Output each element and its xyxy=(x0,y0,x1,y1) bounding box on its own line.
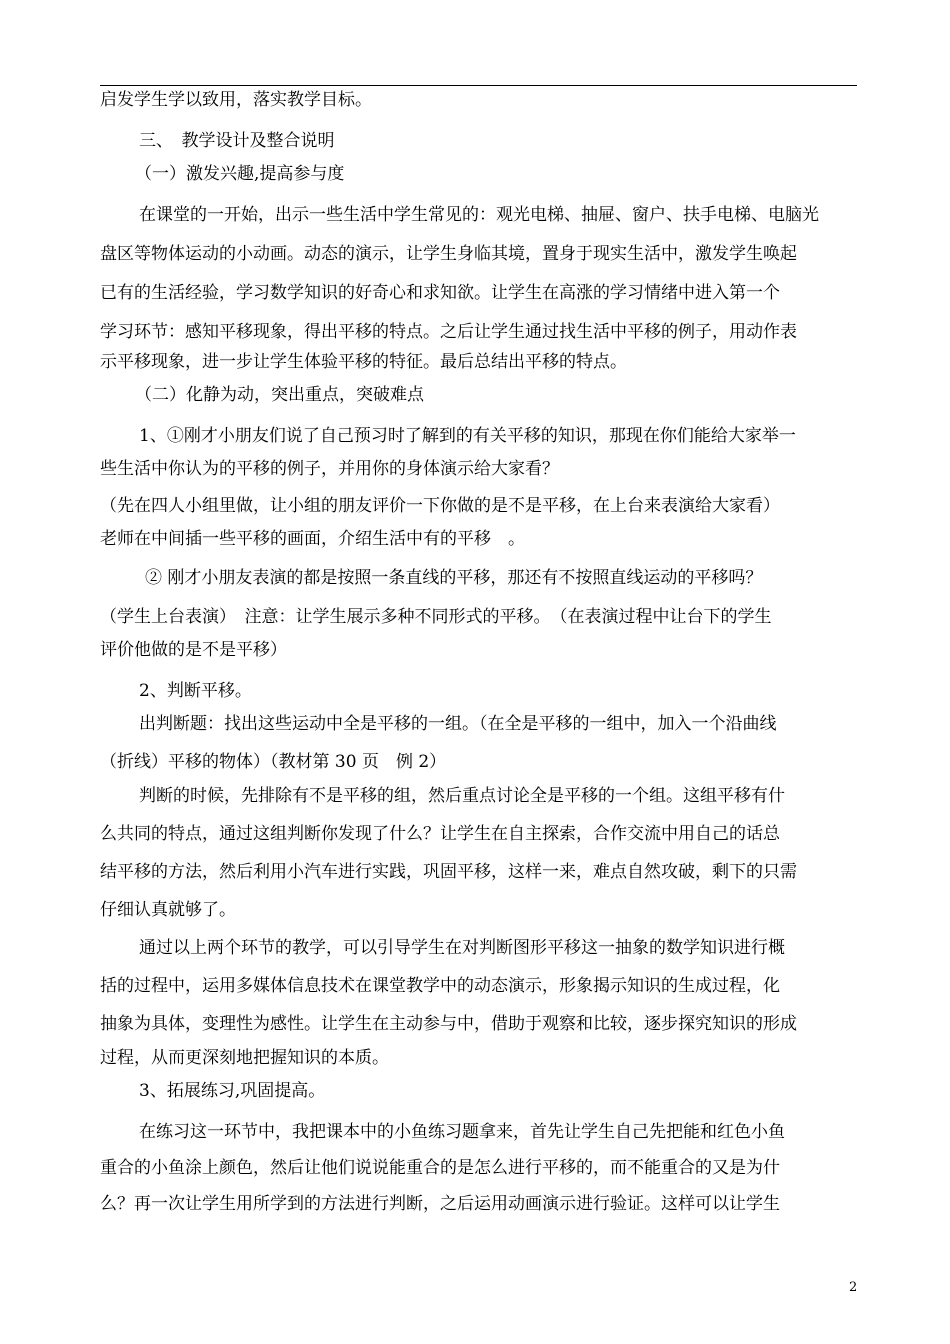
text-line: 评价他做的是不是平移） xyxy=(100,640,287,660)
page-number: 2 xyxy=(849,1280,858,1295)
text-line: 在练习这一环节中，我把课本中的小鱼练习题拿来，首先让学生自己先把能和红色小鱼 xyxy=(139,1122,785,1142)
text-line: （学生上台表演） 注意：让学生展示多种不同形式的平移。 （在表演过程中让台下的学生 xyxy=(100,607,772,627)
section-heading: 三、 教学设计及整合说明 xyxy=(139,131,335,151)
text-line: 重合的小鱼涂上颜色，然后让他们说说能重合的是怎么进行平移的，而不能重合的又是为什 xyxy=(100,1158,780,1178)
text-line: 些生活中你认为的平移的例子，并用你的身体演示给大家看？ xyxy=(100,459,559,479)
text-line: 通过以上两个环节的教学，可以引导学生在对判断图形平移这一抽象的数学知识进行概 xyxy=(139,938,785,958)
text-line: 过程，从而更深刻地把握知识的本质。 xyxy=(100,1048,389,1068)
text-line: ② 刚才小朋友表演的都是按照一条直线的平移，那还有不按照直线运动的平移吗？ xyxy=(145,568,763,588)
subsection-heading: 2、判断平移。 xyxy=(139,681,252,701)
text-line: 示平移现象，进一步让学生体验平移的特征。最后总结出平移的特点。 xyxy=(100,352,627,372)
text-line: 结平移的方法，然后利用小汽车进行实践，巩固平移，这样一来，难点自然攻破，剩下的只需 xyxy=(100,862,797,882)
text-line: 出判断题：找出这些运动中全是平移的一组。（在全是平移的一组中，加入一个沿曲线 xyxy=(139,714,777,734)
text-line: 么？再一次让学生用所学到的方法进行判断，之后运用动画演示进行验证。这样可以让学生 xyxy=(100,1194,780,1214)
text-line: 么共同的特点，通过这组判断你发现了什么？让学生在自主探索，合作交流中用自己的话总 xyxy=(100,824,780,844)
text-line: 仔细认真就够了。 xyxy=(100,900,236,920)
text-line: 在课堂的一开始，出示一些生活中学生常见的：观光电梯、抽屉、窗户、扶手电梯、电脑光 xyxy=(139,205,819,225)
text-line: （折线）平移的物体）（教材第 30 页 例 2） xyxy=(100,752,447,772)
text-line: 括的过程中，运用多媒体信息技术在课堂教学中的动态演示，形象揭示知识的生成过程，化 xyxy=(100,976,780,996)
text-line: 已有的生活经验，学习数学知识的好奇心和求知欲。让学生在高涨的学习情绪中进入第一个 xyxy=(100,283,780,303)
text-line: 盘区等物体运动的小动画。动态的演示，让学生身临其境，置身于现实生活中，激发学生唤起 xyxy=(100,244,797,264)
text-line: 1、①刚才小朋友们说了自己预习时了解到的有关平移的知识，那现在你们能给大家举一 xyxy=(139,426,796,446)
text-line: 判断的时候，先排除有不是平移的组，然后重点讨论全是平移的一个组。这组平移有什 xyxy=(139,786,785,806)
text-line: 启发学生学以致用，落实教学目标。 xyxy=(100,90,372,110)
subsection-heading: （二）化静为动，突出重点，突破难点 xyxy=(135,385,424,405)
subsection-heading: （一）激发兴趣,提高参与度 xyxy=(135,164,345,184)
text-line: 老师在中间插一些平移的画面，介绍生活中有的平移 。 xyxy=(100,529,525,549)
text-line: （先在四人小组里做，让小组的朋友评价一下你做的是不是平移，在上台来表演给大家看） xyxy=(100,496,780,516)
text-line: 抽象为具体，变理性为感性。让学生在主动参与中，借助于观察和比较，逐步探究知识的形成 xyxy=(100,1014,797,1034)
header-rule xyxy=(100,85,857,86)
text-line: 学习环节：感知平移现象，得出平移的特点。之后让学生通过找生活中平移的例子，用动作表 xyxy=(100,322,797,342)
subsection-heading: 3、拓展练习,巩固提高。 xyxy=(139,1081,326,1101)
